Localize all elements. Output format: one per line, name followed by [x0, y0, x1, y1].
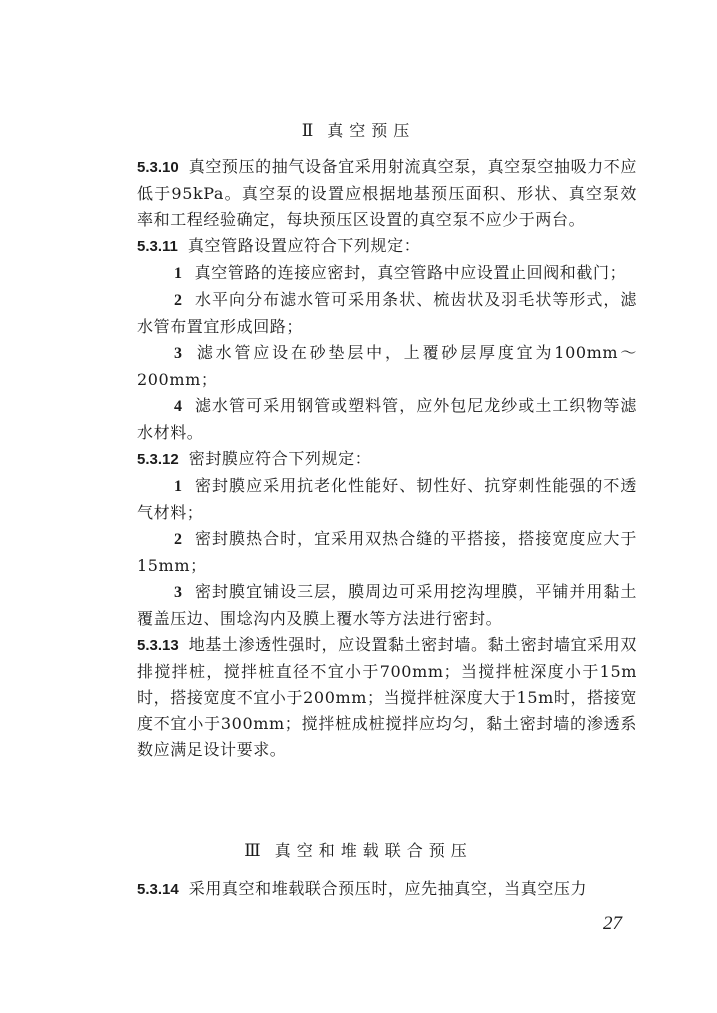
list-item [137, 260, 637, 287]
clause-text: 地基土渗透性强时，应设置黏土密封墙。黏土密封墙宜采用双排搅拌桩，搅拌桩直径不宜小于700mm；当搅拌桩深度小于15m时，搭接宽度不宜小于200mm；当搅拌桩深度大于15m时，搭接宽度不宜小于300mm；搅拌桩成桩搅拌应均匀，黏土密封墙的渗透系数应满足设计要求。 [137, 635, 637, 759]
clause-number: 5.3.10 [137, 159, 179, 176]
clause-number: 5.3.14 [137, 881, 179, 898]
section-heading-vacuum-preloading [0, 118, 717, 141]
list-item [137, 340, 637, 393]
clause-5-3-14 [137, 876, 637, 903]
clause-5-3-11 [137, 233, 637, 260]
clause-text: 采用真空和堆载联合预压时，应先抽真空，当真空压力 [188, 879, 588, 898]
item-number: 2 [174, 531, 183, 548]
clause-text: 密封膜应符合下列规定： [188, 449, 372, 468]
list-item [137, 287, 637, 340]
list-item [137, 473, 637, 526]
list-item [137, 393, 637, 446]
clause-number: 5.3.12 [137, 451, 179, 468]
list-item [137, 526, 637, 579]
clause-text: 真空管路设置应符合下列规定： [187, 236, 421, 255]
page-number: 27 [603, 913, 622, 934]
item-text: 水平向分布滤水管可采用条状、梳齿状及羽毛状等形式，滤水管布置宜形成回路； [137, 290, 637, 336]
item-text: 密封膜应采用抗老化性能好、韧性好、抗穿刺性能强的不透气材料； [137, 476, 637, 522]
clause-5-3-13 [137, 632, 637, 763]
section-title: 真空预压 [327, 121, 416, 140]
section-numeral: Ⅱ [301, 121, 314, 141]
clause-number: 5.3.13 [137, 637, 179, 654]
section-numeral: Ⅲ [244, 841, 261, 861]
clause-5-3-10 [137, 154, 637, 233]
clause-text: 真空预压的抽气设备宜采用射流真空泵，真空泵空抽吸力不应低于95kPa。真空泵的设置应根据地基预压面积、形状、真空泵效率和工程经验确定，每块预压区设置的真空泵不应少于两台。 [137, 157, 637, 229]
item-text: 密封膜热合时，宜采用双热合缝的平搭接，搭接宽度应大于15mm； [137, 529, 637, 575]
item-text: 密封膜宜铺设三层，膜周边可采用挖沟埋膜，平铺并用黏土覆盖压边、围埝沟内及膜上覆水等方法进行密封。 [137, 582, 637, 628]
item-number: 4 [174, 398, 183, 415]
item-number: 2 [174, 292, 183, 309]
item-text: 滤水管可采用钢管或塑料管，应外包尼龙纱或土工织物等滤水材料。 [137, 396, 637, 442]
clauses-block-1 [137, 154, 637, 763]
item-text: 真空管路的连接应密封，真空管路中应设置止回阀和截门； [194, 263, 627, 282]
clauses-block-2 [137, 876, 637, 903]
section-title: 真空和堆载联合预压 [274, 841, 473, 860]
list-item [137, 579, 637, 632]
section-heading-combined-preloading [0, 838, 717, 861]
item-number: 1 [174, 478, 183, 495]
clause-5-3-12 [137, 446, 637, 473]
clause-number: 5.3.11 [137, 238, 178, 255]
item-text: 滤水管应设在砂垫层中，上覆砂层厚度宜为100mm～200mm； [137, 343, 637, 389]
item-number: 1 [174, 265, 183, 282]
item-number: 3 [174, 345, 183, 362]
item-number: 3 [174, 584, 183, 601]
